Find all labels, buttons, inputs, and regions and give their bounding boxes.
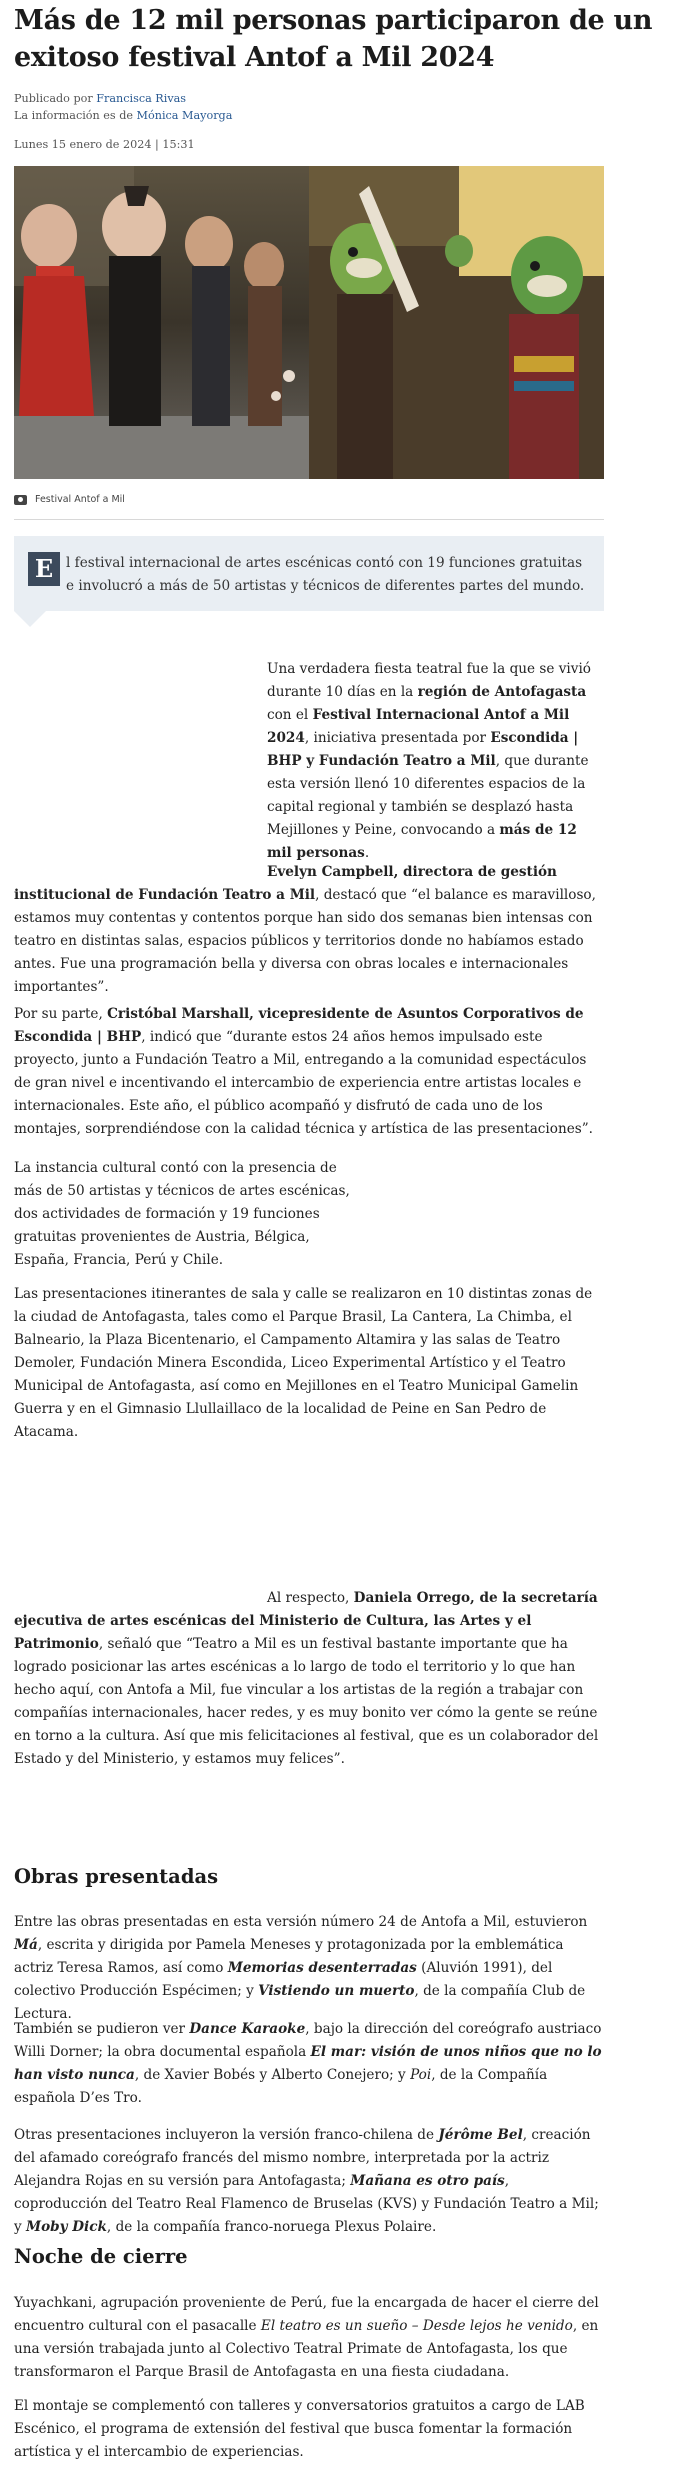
- paragraph-11: El montaje se complementó con talleres y conversatorios gratuitos a cargo de LAB Escénico, el programa de extensión del festival que busca fomentar la formación artística y el intercambio de experiencias.: [14, 2398, 585, 2460]
- paragraph-6: [14, 1587, 604, 1771]
- p3-strong-b: Cristóbal Marshall, vicepresidente de Asuntos Corporativos de Escondida | BHP: [14, 1006, 584, 1045]
- p8-title-d: El mar: visión de unos niños que no lo han visto nunca: [14, 2044, 602, 2083]
- source-prefix: La información es de: [14, 109, 137, 122]
- lead-text: l festival internacional de artes escénicas contó con 19 funciones gratuitas e involucró a más de 50 artistas y técnicos de diferentes partes del mundo.: [66, 555, 585, 594]
- paragraph-5: [14, 1283, 604, 1444]
- paragraph-3: [14, 1003, 604, 1141]
- p1-strong-b: región de Antofagasta: [417, 684, 587, 700]
- hero-photo-birds: [309, 166, 604, 479]
- lead-box-pointer: [14, 611, 46, 627]
- section-heading-cierre: Noche de cierre: [14, 2245, 188, 2268]
- p9-text-g: , de la compañía franco-noruega Plexus Polaire.: [106, 2219, 437, 2235]
- p10-text-c: , en una versión trabajada junto al Colectivo Teatral Primate de Antofagasta, los que transformaron el Parque Brasil de Antofagasta en una fiesta ciudadana.: [14, 2318, 599, 2380]
- paragraph-7: [14, 1911, 604, 2026]
- p8-text-a: También se pudieron ver: [14, 2021, 190, 2037]
- byline: [14, 90, 186, 107]
- p9-title-b: Jérôme Bel: [438, 2127, 523, 2143]
- p2-strong-a: Evelyn Campbell, directora de gestión institucional de Fundación Teatro a Mil: [14, 864, 557, 903]
- p9-title-d: Mañana es otro país: [350, 2173, 505, 2189]
- p7-text-e: (Aluvión 1991), del colectivo Producción Espécimen; y: [14, 1960, 553, 1999]
- p7-text-c: , escrita y dirigida por Pamela Meneses y protagonizada por la emblemática actriz Teresa Ramos, así como: [14, 1937, 564, 1976]
- p7-text-a: Entre las obras presentadas en esta versión número 24 de Antofa a Mil, estuvieron: [14, 1914, 588, 1930]
- p7-text-g: , de la compañía Club de Lectura.: [14, 1983, 586, 2022]
- paragraph-9: [14, 2124, 604, 2239]
- p1-text-e: , iniciativa presentada por: [304, 730, 491, 746]
- p9-title-f: Moby Dick: [26, 2219, 107, 2235]
- p1-text-g: , que durante esta versión llenó 10 diferentes espacios de la capital regional y también se desplazó hasta Mejillones y Peine, convocando a: [267, 753, 589, 838]
- p8-text-g: , de la Compañía española D’es Tro.: [14, 2067, 548, 2106]
- lead-box: [14, 536, 604, 611]
- hero-photo-puppets: [14, 166, 309, 479]
- p8-title-b: Dance Karaoke: [189, 2021, 306, 2037]
- paragraph-8: [14, 2018, 604, 2110]
- publish-date: Lunes 15 enero de 2024 | 15:31: [14, 138, 195, 151]
- p1-text-c: con el: [267, 707, 313, 723]
- article-title: Más de 12 mil personas participaron de un exitoso festival Antof a Mil 2024: [14, 5, 653, 73]
- paragraph-2: [14, 861, 604, 999]
- puppets-illustration: [14, 166, 309, 479]
- p1-strong-h: más de 12 mil personas: [267, 822, 577, 861]
- p7-title-d: Memorias desenterradas: [227, 1960, 417, 1976]
- p2-text-b: , destacó que “el balance es maravilloso, estamos muy contentas y contentos porque han sido dos semanas bien intensas con teatro en distintas salas, espacios públicos y territorios donde no habíamos estado antes. Fue una programación bella y diversa con obras locales e internacionales importantes”.: [14, 887, 596, 995]
- p1-strong-d: Festival Internacional Antof a Mil 2024: [267, 707, 570, 746]
- paragraph-1: [267, 658, 604, 865]
- dropcap: E: [28, 552, 60, 586]
- divider: [14, 519, 604, 520]
- paragraph-4: La instancia cultural contó con la presencia de más de 50 artistas y técnicos de artes escénicas, dos actividades de formación y 19 funciones gratuitas provenientes de Austria, Bélgica, España, Francia, Perú y Chile.: [14, 1160, 350, 1268]
- p8-text-e: , de Xavier Bobés y Alberto Conejero; y: [134, 2067, 411, 2083]
- source-line: [14, 107, 232, 124]
- p7-title-b: Má: [14, 1937, 38, 1953]
- p6-strong-b: Daniela Orrego, de la secretaría ejecutiva de artes escénicas del Ministerio de Cultura, las Artes y el Patrimonio: [14, 1590, 598, 1652]
- p8-text-c: , bajo la dirección del coreógrafo austriaco Willi Dorner; la obra documental española: [14, 2021, 602, 2060]
- p9-text-a: Otras presentaciones incluyeron la versión franco-chilena de: [14, 2127, 439, 2143]
- p6-text-a: Al respecto,: [267, 1590, 354, 1606]
- caption-text: Festival Antof a Mil: [35, 494, 125, 505]
- p9-text-e: , coproducción del Teatro Real Flamenco de Bruselas (KVS) y Fundación Teatro a Mil; y: [14, 2173, 599, 2235]
- section-heading-obras: Obras presentadas: [14, 1865, 219, 1888]
- camera-icon: [14, 495, 27, 505]
- bird-masks-illustration: [309, 166, 604, 479]
- hero-image: [14, 166, 604, 479]
- p3-text-a: Por su parte,: [14, 1006, 108, 1022]
- p9-text-c: , creación del afamado coreógrafo francés del mismo nombre, interpretada por la actriz Alejandra Rojas en su versión para Antofagasta;: [14, 2127, 591, 2189]
- p10-title-b: El teatro es un sueño – Desde lejos he venido: [260, 2318, 573, 2334]
- p1-text-a: Una verdadera fiesta teatral fue la que se vivió durante 10 días en la: [267, 661, 591, 700]
- p8-title-f: Poi: [410, 2067, 432, 2083]
- p1-text-i: .: [364, 845, 370, 861]
- p10-text-a: Yuyachkani, agrupación proveniente de Perú, fue la encargada de hacer el cierre del encuentro cultural con el pasacalle: [14, 2295, 599, 2334]
- p1-strong-f: Escondida | BHP y Fundación Teatro a Mil: [267, 730, 579, 769]
- p5-text: Las presentaciones itinerantes de sala y calle se realizaron en 10 distintas zonas de la ciudad de Antofagasta, tales como el Parque Brasil, La Cantera, La Chimba, el Balneario, la Plaza Bicentenario, el Campamento Altamira y las salas de Teatro Demoler, Fundación Minera Escondida, Liceo Experimental Artístico y el Teatro Municipal de Antofagasta, así como en Mejillones en el Teatro Municipal Gamelin Guerra y en el Gimnasio Llullaillaco de la localidad de Peine en San Pedro de Atacama.: [14, 1286, 593, 1440]
- byline-prefix: Publicado por: [14, 92, 97, 105]
- paragraph-10: [14, 2292, 604, 2384]
- image-caption: [14, 494, 125, 505]
- source-link[interactable]: Mónica Mayorga: [136, 109, 233, 122]
- p6-text-c: , señaló que “Teatro a Mil es un festival bastante importante que ha logrado posicionar las artes escénicas a lo largo de todo el territorio y lo que han hecho aquí, con Antofa a Mil, fue vincular a los artistas de la región a trabajar con compañías internacionales, hacer redes, y es muy bonito ver cómo la gente se reúne en torno a la cultura. Así que mis felicitaciones al festival, que es un colaborador del Estado y del Ministerio, y estamos muy felices”.: [14, 1636, 599, 1767]
- p3-text-c: , indicó que “durante estos 24 años hemos impulsado este proyecto, junto a Fundación Teatro a Mil, entregando a la comunidad espectáculos de gran nivel e incentivando el intercambio de experiencia entre artistas locales e internacionales. Este año, el público acompañó y disfrutó de cada uno de los montajes, sorprendiéndose con la calidad técnica y artística de las presentaciones”.: [14, 1029, 593, 1137]
- author-link[interactable]: Francisca Rivas: [96, 92, 187, 105]
- p7-title-f: Vistiendo un muerto: [258, 1983, 415, 1999]
